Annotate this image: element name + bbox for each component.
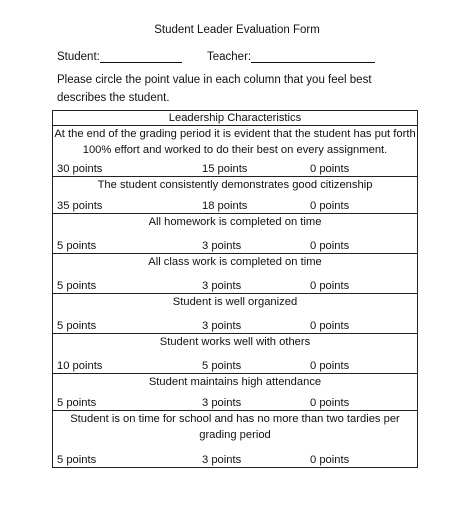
criterion-row — [53, 411, 418, 468]
points-option[interactable]: 0 points — [310, 397, 350, 409]
points-option[interactable]: 0 points — [310, 240, 350, 252]
points-option[interactable]: 0 points — [310, 280, 350, 292]
instructions: Please circle the point value in each column that you feel best describes the student. — [57, 74, 372, 104]
teacher-label: Teacher: — [207, 51, 252, 63]
points-option[interactable]: 3 points — [202, 240, 242, 252]
points-option[interactable]: 0 points — [310, 454, 350, 466]
criterion-text: Student maintains high attendance — [148, 376, 322, 388]
criterion-text: Student is on time for school and has no more than two tardies per grading period — [70, 413, 400, 441]
teacher-field-group — [207, 50, 375, 63]
points-row — [53, 390, 417, 410]
points-option[interactable]: 30 points — [57, 163, 103, 175]
student-name-field[interactable] — [100, 50, 182, 63]
criterion-row — [53, 374, 418, 411]
criterion-row — [53, 214, 418, 254]
points-option[interactable]: 5 points — [57, 320, 97, 332]
points-option[interactable]: 5 points — [57, 397, 97, 409]
points-row — [53, 270, 417, 293]
points-row — [53, 158, 417, 176]
points-option[interactable]: 18 points — [202, 200, 248, 212]
criterion-text: The student consistently demonstrates good citizenship — [97, 179, 373, 191]
criterion-row — [53, 126, 418, 177]
criterion-row — [53, 334, 418, 374]
points-option[interactable]: 3 points — [202, 397, 242, 409]
points-row — [53, 310, 417, 333]
points-row — [53, 350, 417, 373]
criterion-text: Student is well organized — [172, 296, 298, 308]
criterion-text: Student works well with others — [159, 336, 311, 348]
criterion-text: At the end of the grading period it is evident that the student has put forth 100% effort and worked to do their best on every assignment. — [54, 128, 416, 156]
points-option[interactable]: 3 points — [202, 280, 242, 292]
points-option[interactable]: 0 points — [310, 200, 350, 212]
student-label: Student: — [57, 51, 100, 63]
teacher-name-field[interactable] — [251, 50, 375, 63]
criterion-row — [53, 294, 418, 334]
name-fields — [57, 50, 252, 63]
points-option[interactable]: 35 points — [57, 200, 103, 212]
points-option[interactable]: 5 points — [57, 454, 97, 466]
criterion-row — [53, 254, 418, 294]
points-option[interactable]: 5 points — [57, 240, 97, 252]
criterion-text: All class work is completed on time — [148, 256, 322, 268]
points-row — [53, 230, 417, 253]
points-option[interactable]: 10 points — [57, 360, 103, 372]
points-option[interactable]: 0 points — [310, 320, 350, 332]
points-option[interactable]: 3 points — [202, 320, 242, 332]
points-option[interactable]: 0 points — [310, 163, 350, 175]
table-header: Leadership Characteristics — [53, 111, 418, 126]
points-row — [53, 193, 417, 213]
form-title: Student Leader Evaluation Form — [154, 24, 320, 36]
points-row — [53, 443, 417, 467]
points-option[interactable]: 3 points — [202, 454, 242, 466]
points-option[interactable]: 5 points — [57, 280, 97, 292]
points-option[interactable]: 0 points — [310, 360, 350, 372]
criterion-row — [53, 177, 418, 214]
points-option[interactable]: 5 points — [202, 360, 242, 372]
criterion-text: All homework is completed on time — [148, 216, 322, 228]
evaluation-table — [52, 110, 418, 468]
points-option[interactable]: 15 points — [202, 163, 248, 175]
